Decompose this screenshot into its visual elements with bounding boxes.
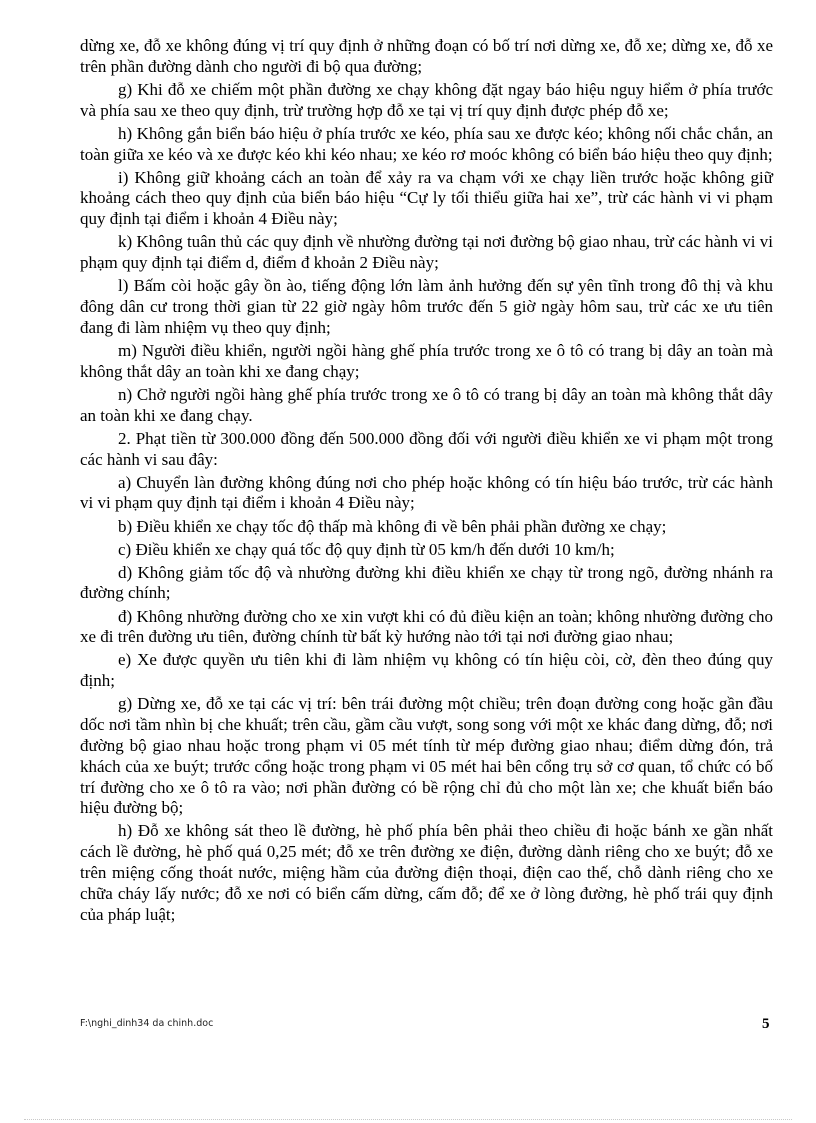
paragraph-item-e-priority-vehicle: e) Xe được quyền ưu tiên khi đi làm nhiệm vụ không có tín hiệu còi, cờ, đèn theo đúng quy định; [80, 650, 773, 691]
paragraph-item-dd-overtaking: đ) Không nhường đường cho xe xin vượt khi có đủ điều kiện an toàn; không nhường đường cho xe đi trên đường ưu tiên, đường chính từ bất kỳ hướng nào tới tại nơi đường giao nhau; [80, 606, 773, 647]
paragraph-item-a-lane-change: a) Chuyển làn đường không đúng nơi cho phép hoặc không có tín hiệu báo trước, trừ các hành vi vi phạm quy định tại điểm i khoản 4 Điều này; [80, 472, 773, 513]
paragraph-item-l-horn-noise: l) Bấm còi hoặc gây ồn ào, tiếng động lớn làm ảnh hưởng đến sự yên tĩnh trong đô thị và khu đông dân cư trong thời gian từ 22 giờ ngày hôm trước đến 5 giờ ngày hôm sau, trừ các xe ưu tiên đang đi làm nhiệm vụ theo quy định; [80, 276, 773, 337]
page-number: 5 [762, 1016, 770, 1032]
paragraph-item-h-towing-signs: h) Không gắn biển báo hiệu ở phía trước xe kéo, phía sau xe được kéo; không nối chắc chắn, an toàn giữa xe kéo và xe được kéo khi kéo nhau; xe kéo rơ moóc không có biển báo hiệu theo quy định; [80, 123, 773, 164]
paragraph-clause-2-fine: 2. Phạt tiền từ 300.000 đồng đến 500.000 đồng đối với người điều khiển xe vi phạm một trong các hành vi sau đây: [80, 428, 773, 469]
paragraph-item-i-safe-distance: i) Không giữ khoảng cách an toàn để xảy ra va chạm với xe chạy liền trước hoặc không giữ khoảng cách theo quy định của biển báo hiệu “Cự ly tối thiểu giữa hai xe”, trừ các hành vi vi phạm quy định tại điểm i khoản 4 Điều này; [80, 167, 773, 229]
paragraph-item-m-driver-seatbelt: m) Người điều khiển, người ngồi hàng ghế phía trước trong xe ô tô có trang bị dây an toàn mà không thắt dây an toàn khi xe đang chạy; [80, 340, 773, 381]
paragraph-item-h-parking: h) Đỗ xe không sát theo lề đường, hè phố phía bên phải theo chiều đi hoặc bánh xe gần nhất cách lề đường, hè phố quá 0,25 mét; đỗ xe trên đường xe điện, đường dành riêng cho xe buýt; đỗ xe trên miệng cống thoát nước, miệng hầm của đường điện thoại, điện cao thế, chỗ dành riêng cho xe chữa cháy lấy nước; đỗ xe nơi có biển cấm dừng, cấm đỗ; để xe ở lòng đường, hè phố trái quy định của pháp luật; [80, 821, 773, 924]
paragraph-item-b-low-speed: b) Điều khiển xe chạy tốc độ thấp mà không đi về bên phải phần đường xe chạy; [118, 516, 667, 536]
paragraph-continuation: dừng xe, đỗ xe không đúng vị trí quy định ở những đoạn có bố trí nơi dừng xe, đỗ xe; dừng xe, đỗ xe trên phần đường dành cho người đi bộ qua đường; [80, 36, 773, 76]
paragraph-item-d-side-road: d) Không giảm tốc độ và nhường đường khi điều khiển xe chạy từ trong ngõ, đường nhánh ra đường chính; [80, 562, 773, 603]
paragraph-item-c-speeding: c) Điều khiển xe chạy quá tốc độ quy định từ 05 km/h đến dưới 10 km/h; [118, 539, 615, 559]
page-break-line [24, 1119, 792, 1120]
paragraph-item-g-stopping-places: g) Dừng xe, đỗ xe tại các vị trí: bên trái đường một chiều; trên đoạn đường cong hoặc gần đầu dốc nơi tầm nhìn bị che khuất; trên cầu, gầm cầu vượt, song song với một xe khác đang dừng, đỗ; nơi đường bộ giao nhau hoặc trong phạm vi 05 mét tính từ mép đường giao nhau; điểm dừng đón, trả khách của xe buýt; trước cổng hoặc trong phạm vi 05 mét hai bên cổng trụ sở cơ quan, tổ chức có bố trí đường cho xe ô tô ra vào; nơi phần đường có bề rộng chỉ đủ cho một làn xe; che khuất biển báo hiệu đường bộ; [80, 694, 773, 818]
footer-file-path: F:\nghi_dinh34 da chinh.doc [80, 1018, 214, 1029]
paragraph-item-n-passenger-seatbelt: n) Chở người ngồi hàng ghế phía trước trong xe ô tô có trang bị dây an toàn mà không thắt dây an toàn khi xe đang chạy. [80, 384, 773, 425]
paragraph-item-k-yielding: k) Không tuân thủ các quy định về nhường đường tại nơi đường bộ giao nhau, trừ các hành vi vi phạm quy định tại điểm d, điểm đ khoản 2 Điều này; [80, 232, 773, 273]
document-body [80, 36, 773, 928]
paragraph-item-g-hazard-warning: g) Khi đỗ xe chiếm một phần đường xe chạy không đặt ngay báo hiệu nguy hiểm ở phía trước và phía sau xe theo quy định, trừ trường hợp đỗ xe tại vị trí quy định được phép đỗ xe; [80, 79, 773, 120]
